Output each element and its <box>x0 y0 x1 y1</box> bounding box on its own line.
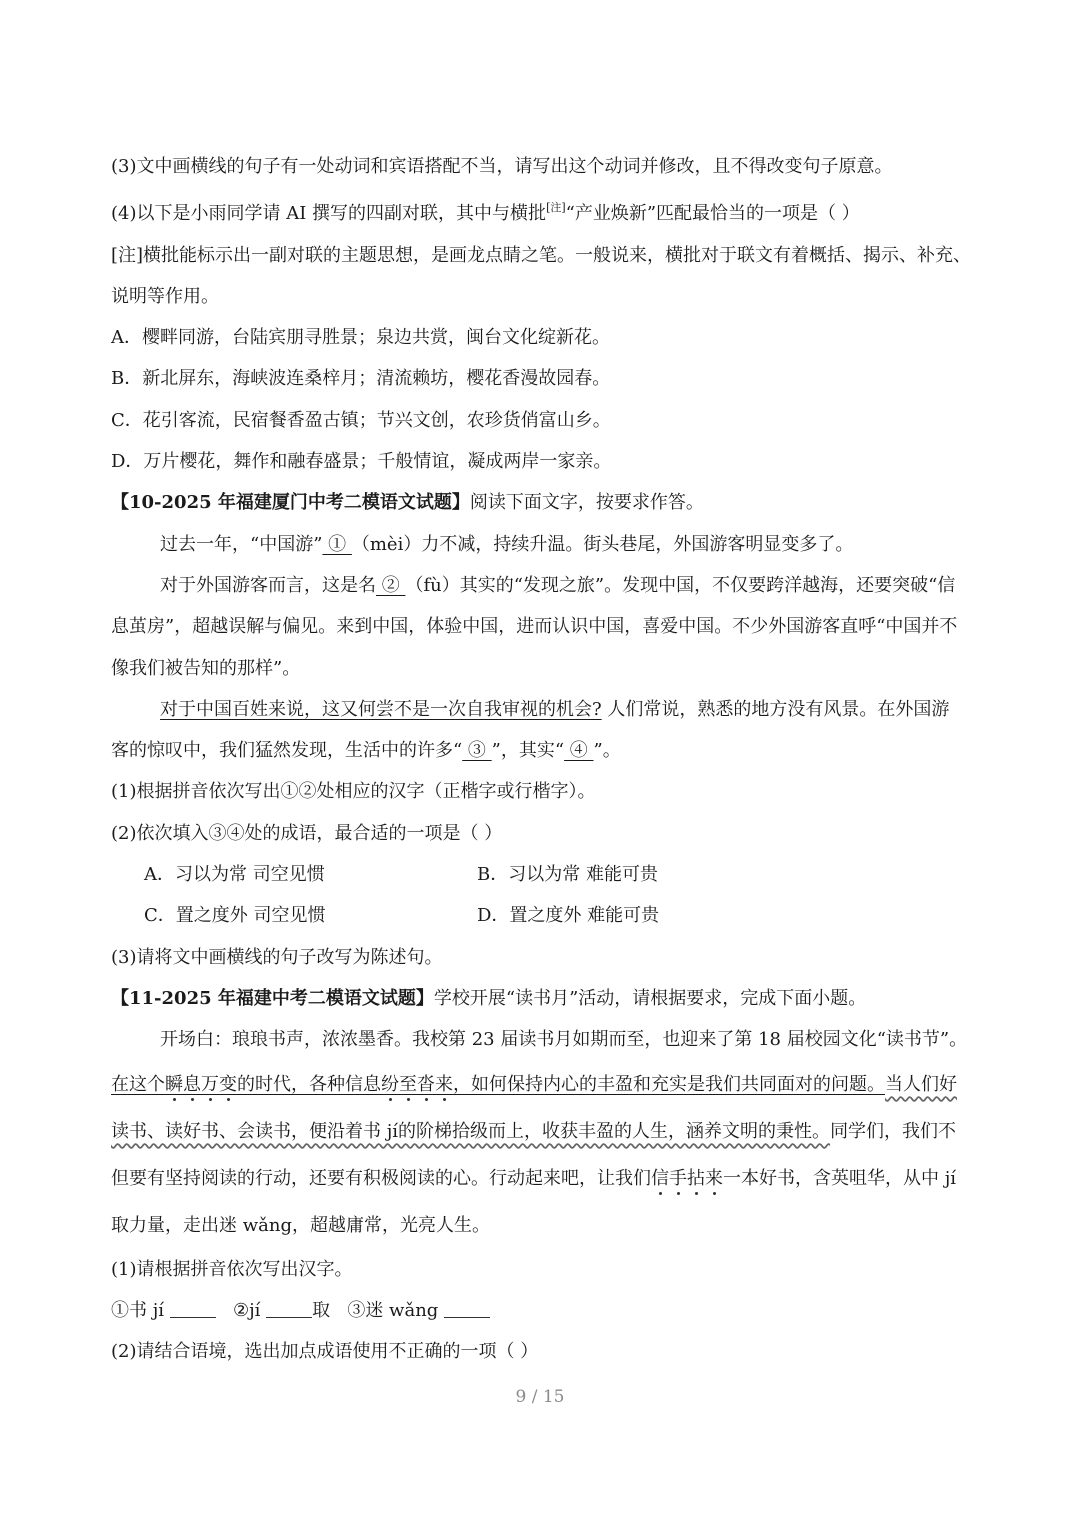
q9-q4-note-marker: [注] <box>546 201 566 215</box>
q11-paragraph-line-5: 取力量，走出迷 wǎng，超越庸常，光亮人生。 <box>111 1214 490 1236</box>
emphasis-char: 纷 <box>381 1073 399 1095</box>
q10-blank-3: ③ <box>462 740 492 762</box>
q10-source: 【10-2025 年福建厦门中考二模语文试题】 <box>111 492 470 514</box>
q10-p3l2-text-a: 客的惊叹中，我们猛然发现，生活中的许多“ <box>111 740 463 762</box>
q11-header <box>111 978 971 1019</box>
emphasis-char: 沓 <box>417 1073 435 1095</box>
q11-l2-text-b: 的时代，各种信息 <box>237 1073 381 1095</box>
q10-p3-text-rest: 人们常说，熟悉的地方没有风景。在外国游 <box>601 698 950 720</box>
emphasis-char: 至 <box>399 1073 417 1095</box>
q9-option-b: B．新北屏东，海峡波连桑梓月；清流赖坊，樱花香漫故园春。 <box>111 368 611 390</box>
q11-blanks-row <box>111 1290 971 1331</box>
q10-subquestion-3: (3)请将文中画横线的句子改写为陈述句。 <box>111 946 443 968</box>
q10-p2-text-b: （fù）其实的“发现之旅”。发现中国，不仅要跨洋越海，还要突破“信 <box>405 574 956 596</box>
q10-blank-4: ④ <box>564 740 594 762</box>
q11-blank-1[interactable] <box>170 1297 216 1318</box>
emphasis-char: 拈 <box>687 1167 705 1189</box>
q9-q4-text-after: “产业焕新”匹配最恰当的一项是（ ） <box>565 203 860 225</box>
q11-l4-text-b: 一本好书，含英咀华，从中 jí <box>723 1167 957 1189</box>
q10-paragraph-1 <box>111 524 971 565</box>
q11-wavy-segment-1: 当人们好 <box>885 1073 957 1095</box>
q11-blank-3-label: ③迷 wǎng <box>347 1299 445 1321</box>
q11-source: 【11-2025 年福建中考二模语文试题】 <box>111 987 434 1009</box>
q10-blank-2: ② <box>376 574 406 596</box>
q10-subquestion-2: (2)依次填入③④处的成语，最合适的一项是（ ） <box>111 822 503 844</box>
page-content <box>111 146 971 1372</box>
q10-option-c: C．置之度外 司空见惯 <box>144 905 326 927</box>
q9-option-d: D．万片樱花，舞作和融春盛景；千般情谊，凝成两岸一家亲。 <box>111 451 612 473</box>
q10-option-a: A．习以为常 司空见惯 <box>144 864 325 886</box>
q11-dotted-idiom-3 <box>651 1168 723 1189</box>
q9-q4-text-before: (4)以下是小雨同学请 AI 撰写的四副对联，其中与横批 <box>111 203 547 225</box>
q9-subquestion-3: (3)文中画横线的句子有一处动词和宾语搭配不当，请写出这个动词并修改，且不得改变句子原意。 <box>111 156 893 177</box>
q10-p3l2-text-c: ”。 <box>593 740 621 762</box>
q10-options-row-2 <box>111 895 971 936</box>
q11-wavy-segment-2: 读书、读好书、会读书，便沿着书 jí的阶梯拾级而上，收获丰盈的人生，涵养文明的秉性。 <box>111 1120 831 1142</box>
q11-blank-2-label: ②jí <box>232 1299 267 1321</box>
emphasis-char: 信 <box>651 1167 669 1189</box>
q10-subquestion-1: (1)根据拼音依次写出①②处相应的汉字（正楷字或行楷字）。 <box>111 781 596 803</box>
q10-option-d: D．置之度外 难能可贵 <box>477 905 660 927</box>
q11-paragraph-line-2 <box>111 1061 971 1108</box>
q10-paragraph-3-line-2 <box>111 730 971 771</box>
q11-subquestion-2: (2)请结合语境，选出加点成语使用不正确的一项（ ） <box>111 1341 539 1363</box>
q9-option-a: A．樱畔同游，台陆宾朋寻胜景；泉边共赏，闽台文化绽新花。 <box>111 327 610 349</box>
q10-instruction: 阅读下面文字，按要求作答。 <box>469 492 704 514</box>
q11-blank-1-label: ①书 jí <box>111 1299 170 1321</box>
q10-blank-1: ① <box>322 533 352 555</box>
q10-paragraph-2-line-3: 像我们被告知的那样”。 <box>111 657 301 679</box>
q11-underlined-segment <box>111 1074 885 1095</box>
q9-note-line-2: 说明等作用。 <box>111 285 219 307</box>
q11-instruction: 学校开展“读书月”活动，请根据要求，完成下面小题。 <box>433 987 867 1009</box>
q10-option-b: B．习以为常 难能可贵 <box>477 864 658 886</box>
q11-dotted-idiom-1 <box>165 1074 237 1095</box>
emphasis-char: 来 <box>705 1167 723 1189</box>
emphasis-char: 瞬 <box>165 1073 183 1095</box>
q11-paragraph-1: 开场白：琅琅书声，浓浓墨香。我校第 23 届读书月如期而至，也迎来了第 18 届校园文化“读书节”。 <box>160 1029 968 1051</box>
q11-subquestion-1: (1)请根据拼音依次写出汉字。 <box>111 1258 353 1280</box>
q10-p3l2-text-b: ”，其实“ <box>491 740 565 762</box>
q11-l2-text-a: 在这个 <box>111 1073 165 1095</box>
q9-subquestion-4 <box>111 187 971 234</box>
q10-paragraph-3 <box>111 689 971 730</box>
q10-p1-text-a: 过去一年，“中国游” <box>160 533 323 555</box>
q11-blank-3[interactable] <box>444 1297 490 1318</box>
q10-underlined-sentence: 对于中国百姓来说，这又何尝不是一次自我审视的机会? <box>160 698 602 720</box>
emphasis-char: 手 <box>669 1167 687 1189</box>
q11-blank-2-suffix: 取 <box>312 1299 331 1321</box>
q10-p2-text-a: 对于外国游客而言，这是名 <box>160 574 376 596</box>
q10-options-row-1 <box>111 854 971 895</box>
emphasis-char: 来 <box>435 1073 453 1095</box>
q9-note-line-1: [注]横批能标示出一副对联的主题思想，是画龙点睛之笔。一般说来，横批对于联文有着概括、揭示、补充、 <box>111 244 971 266</box>
q11-l2-text-c: ，如何保持内心的丰盈和充实是我们共同面对的问题。 <box>453 1073 885 1095</box>
q11-l4-text-a: 但要有坚持阅读的行动，还要有积极阅读的心。行动起来吧，让我们 <box>111 1167 651 1189</box>
emphasis-char: 变 <box>219 1073 237 1095</box>
q10-header <box>111 482 971 523</box>
page-number: 9 / 15 <box>515 1387 565 1407</box>
q10-paragraph-2-line-2: 息茧房”，超越误解与偏见。来到中国，体验中国，进而认识中国，喜爱中国。不少外国游客直呼“中国并不 <box>111 616 958 638</box>
q11-blank-2[interactable] <box>266 1297 312 1318</box>
emphasis-char: 万 <box>201 1073 219 1095</box>
q11-paragraph-line-4 <box>111 1155 971 1202</box>
q11-paragraph-line-3 <box>111 1108 971 1155</box>
q10-p1-text-b: （mèi）力不减，持续升温。街头巷尾，外国游客明显变多了。 <box>351 533 854 555</box>
q11-l3-text-rest: 同学们，我们不 <box>830 1120 957 1142</box>
q9-option-c: C．花引客流，民宿餐香盈古镇；节兴文创，农珍货俏富山乡。 <box>111 409 611 431</box>
q10-paragraph-2 <box>111 565 971 606</box>
emphasis-char: 息 <box>183 1073 201 1095</box>
q11-dotted-idiom-2 <box>381 1074 453 1095</box>
